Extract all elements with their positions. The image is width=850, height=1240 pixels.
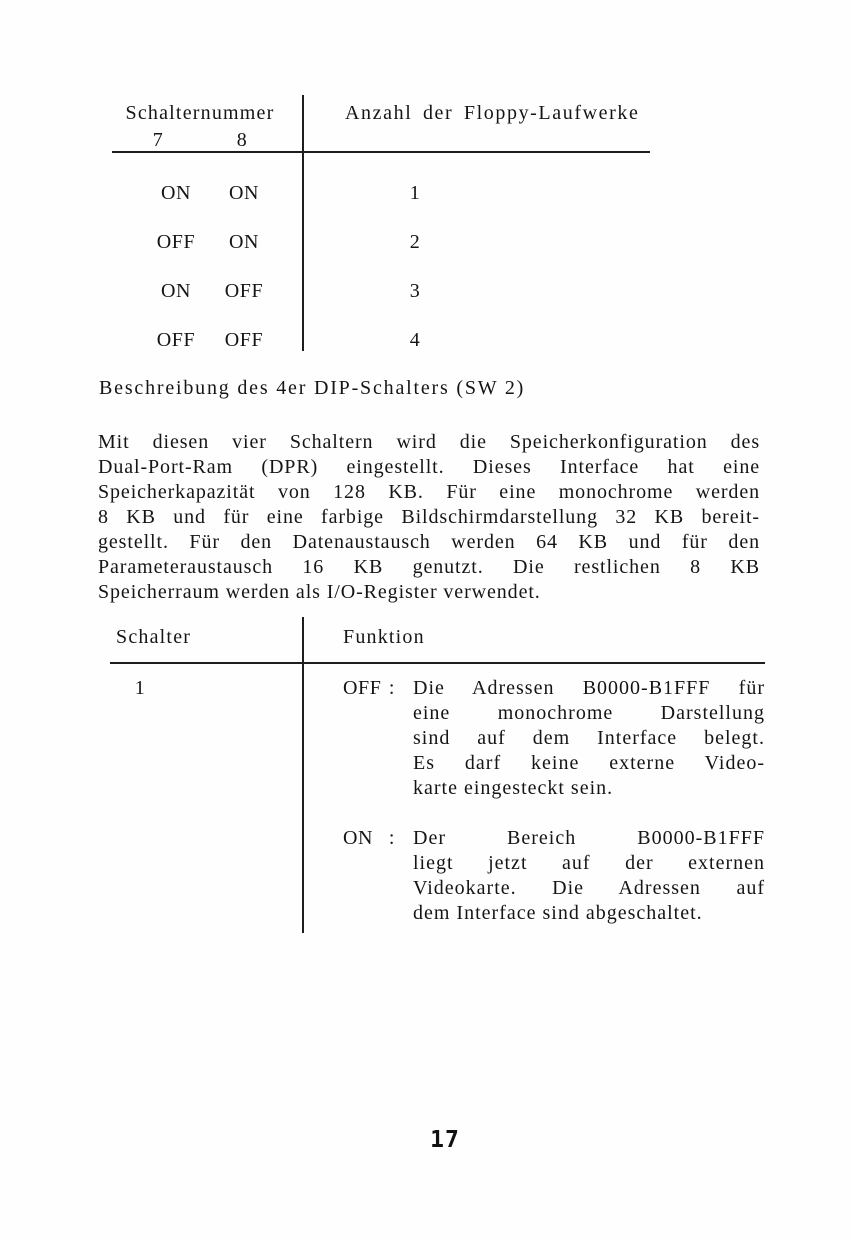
paragraph-line: Parameteraustausch 16 KB genutzt. Die restlichen 8 KB xyxy=(98,556,760,578)
floppy-table-header-anzahl: Anzahl der Floppy-Laufwerke xyxy=(345,102,640,124)
drive-count: 3 xyxy=(409,280,421,302)
drive-count: 2 xyxy=(409,231,421,253)
function-table-header-schalter: Schalter xyxy=(116,626,192,648)
state-label-on xyxy=(343,826,395,851)
function-text-line: Der Bereich B0000-B1FFF xyxy=(413,827,765,849)
body-paragraph xyxy=(98,430,760,605)
switch8-state: OFF xyxy=(224,280,264,302)
switch7-state: OFF xyxy=(156,231,196,253)
switch7-state: ON xyxy=(160,280,192,302)
function-text-line: Die Adressen B0000-B1FFF für xyxy=(413,677,765,699)
floppy-table-horizontal-rule xyxy=(112,151,650,153)
paragraph-line: Speicherkapazität von 128 KB. Für eine monochrome werden xyxy=(98,481,760,503)
switch8-state: ON xyxy=(228,182,260,204)
state-text: OFF xyxy=(343,677,382,699)
function-text-line: liegt jetzt auf der externen xyxy=(413,852,765,874)
paragraph-line: Dual-Port-Ram (DPR) eingestellt. Dieses Interface hat eine xyxy=(98,456,760,478)
state-text: ON xyxy=(343,827,374,849)
function-text-line: dem Interface sind abgeschaltet. xyxy=(413,902,703,924)
page-number: 17 xyxy=(430,1127,460,1153)
switch8-state: ON xyxy=(228,231,260,253)
function-text-line: Es darf keine externe Video- xyxy=(413,752,765,774)
paragraph-line: 8 KB und für eine farbige Bildschirmdarstellung 32 KB bereit- xyxy=(98,506,760,528)
table-row xyxy=(0,328,850,377)
function-text-off xyxy=(413,676,765,801)
function-text-on xyxy=(413,826,765,926)
drive-count: 4 xyxy=(409,329,421,351)
function-text-line: eine monochrome Darstellung xyxy=(413,702,765,724)
switch-number-cell: 1 xyxy=(134,677,146,699)
state-label-off xyxy=(343,676,395,701)
function-table-horizontal-rule xyxy=(110,662,765,664)
function-text-line: sind auf dem Interface belegt. xyxy=(413,727,765,749)
function-table-header-funktion: Funktion xyxy=(343,626,425,648)
table-row xyxy=(0,181,850,230)
paragraph-line: Speicherraum werden als I/O-Register verwendet. xyxy=(98,581,541,603)
switch8-state: OFF xyxy=(224,329,264,351)
switch7-state: ON xyxy=(160,182,192,204)
function-text-line: karte eingesteckt sein. xyxy=(413,777,614,799)
state-colon: : xyxy=(388,677,395,699)
floppy-table-col8-label: 8 xyxy=(236,129,248,151)
state-colon: : xyxy=(388,827,395,849)
paragraph-line: gestellt. Für den Datenaustausch werden 64 KB und für den xyxy=(98,531,760,553)
table-row xyxy=(0,230,850,279)
switch7-state: OFF xyxy=(156,329,196,351)
section-heading: Beschreibung des 4er DIP-Schalters (SW 2) xyxy=(99,377,526,399)
table-row xyxy=(0,279,850,328)
floppy-table-body xyxy=(0,181,850,377)
drive-count: 1 xyxy=(409,182,421,204)
floppy-table-header-schalternummer: Schalternummer xyxy=(125,102,275,124)
floppy-table-col7-label: 7 xyxy=(152,129,164,151)
function-text-line: Videokarte. Die Adressen auf xyxy=(413,877,765,899)
function-table-vertical-rule xyxy=(302,617,304,933)
paragraph-line: Mit diesen vier Schaltern wird die Speicherkonfiguration des xyxy=(98,431,760,453)
